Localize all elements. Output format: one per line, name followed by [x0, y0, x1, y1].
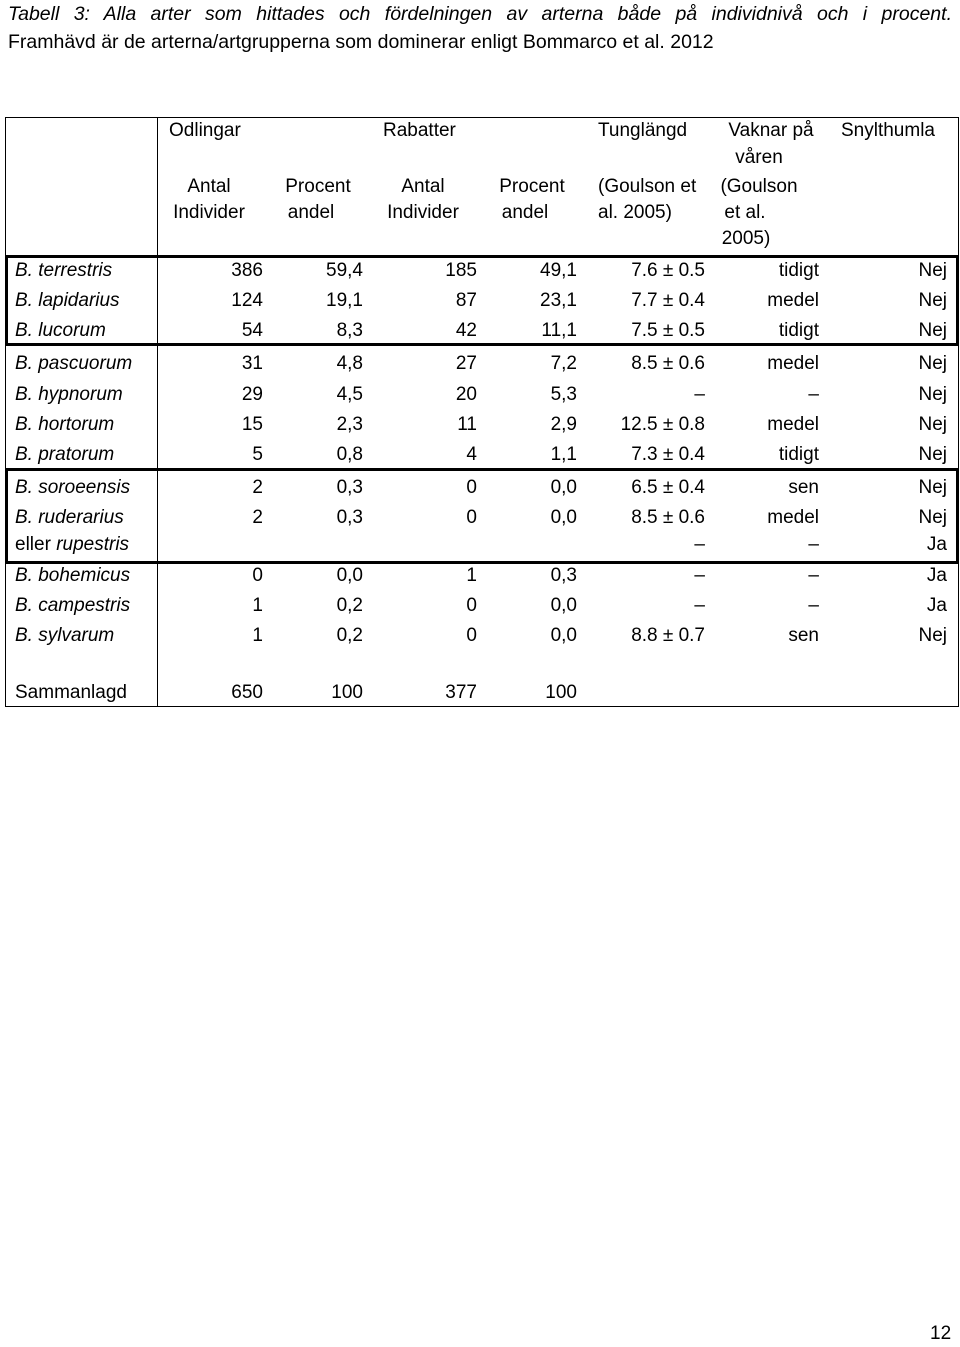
cell-ra-proc: 0,0: [550, 477, 577, 498]
cell-od-antal: 54: [241, 320, 263, 341]
highlight-box-1-left: [5, 255, 8, 346]
cell-vak: tidigt: [778, 260, 819, 281]
cell-od-antal: 0: [252, 565, 263, 586]
cell-ra-antal: 0: [466, 507, 477, 528]
cell-tung: 7.7 ± 0.4: [631, 290, 705, 311]
cell-od-proc: 0,2: [336, 595, 363, 616]
cell-vak: medel: [767, 290, 819, 311]
cell-sny: Nej: [918, 507, 947, 528]
cell-ra-proc: 5,3: [550, 384, 577, 405]
header-vaknar-4: et al.: [724, 202, 766, 223]
species-prefix: eller: [15, 534, 57, 555]
header-tung-src-1: (Goulson et: [598, 176, 697, 197]
cell-tung: –: [694, 534, 705, 555]
cell-od-proc: 0,3: [336, 507, 363, 528]
cell-od-proc: 0,3: [336, 477, 363, 498]
cell-tung: 6.5 ± 0.4: [631, 477, 705, 498]
cell-vak: –: [808, 384, 819, 405]
cell-od-proc: 4,8: [336, 353, 363, 374]
species-name: [15, 412, 114, 438]
cell-od-antal: 15: [241, 414, 263, 435]
species-name: [15, 563, 130, 589]
highlight-box-1-right: [956, 255, 959, 346]
header-vaknar-3: (Goulson: [720, 176, 798, 197]
cell-ra-proc: 1,1: [550, 444, 577, 465]
species-name: [15, 288, 120, 314]
cell-od-proc: 4,5: [336, 384, 363, 405]
cell-od-proc: 19,1: [326, 290, 363, 311]
cell-sny: Nej: [918, 477, 947, 498]
species-name: [15, 623, 114, 649]
cell-ra-antal: 0: [466, 595, 477, 616]
cell-od-proc: 0,8: [336, 444, 363, 465]
species-label: B. bohemicus: [15, 565, 131, 586]
header-vaknar-1: Vaknar på: [728, 120, 814, 141]
species-label: B. terrestris: [15, 260, 113, 281]
species-label: B. sylvarum: [15, 625, 115, 646]
cell-ra-proc: 23,1: [540, 290, 577, 311]
header-tunglangd: Tunglängd: [598, 120, 688, 141]
cell-sny: Nej: [918, 625, 947, 646]
cell-ra-proc: 7,2: [550, 353, 577, 374]
caption-line-2: Framhävd är de arterna/artgrupperna som dominerar enligt Bommarco et al. 2012: [8, 31, 714, 53]
cell-tung: 8.8 ± 0.7: [631, 625, 705, 646]
cell-tung: 8.5 ± 0.6: [631, 507, 705, 528]
cell-ra-antal: 0: [466, 477, 477, 498]
page-number: 12: [930, 1323, 952, 1344]
highlight-box-2-right: [956, 468, 959, 564]
cell-sny: Ja: [926, 595, 947, 616]
cell-od-antal: 386: [231, 260, 263, 281]
species-label: rupestris: [56, 534, 130, 555]
cell-tung: 7.6 ± 0.5: [631, 260, 705, 281]
header-ra-antal-2: Individer: [387, 202, 459, 223]
header-vaknar-2: våren: [735, 147, 783, 168]
species-label: B. ruderarius: [15, 507, 124, 528]
cell-ra-antal: 20: [455, 384, 477, 405]
species-label: B. lucorum: [15, 320, 106, 341]
cell-sny: Ja: [926, 565, 947, 586]
total-od-antal: 650: [231, 682, 263, 703]
header-od-procent-2: andel: [287, 202, 335, 223]
cell-od-antal: 2: [252, 507, 263, 528]
header-ra-procent-1: Procent: [499, 176, 565, 197]
cell-ra-proc: 0,0: [550, 625, 577, 646]
cell-tung: 12.5 ± 0.8: [620, 414, 705, 435]
cell-tung: –: [694, 565, 705, 586]
header-tung-src-2: al. 2005): [598, 202, 672, 223]
cell-od-antal: 1: [252, 625, 263, 646]
species-name: [15, 505, 124, 531]
cell-sny: Nej: [918, 290, 947, 311]
cell-od-proc: 59,4: [326, 260, 363, 281]
cell-od-proc: 8,3: [336, 320, 363, 341]
header-snylthumla: Snylthumla: [841, 120, 935, 141]
cell-tung: 8.5 ± 0.6: [631, 353, 705, 374]
species-name: [15, 532, 129, 558]
species-name: [15, 593, 130, 619]
cell-vak: sen: [788, 625, 819, 646]
cell-vak: medel: [767, 353, 819, 374]
cell-vak: –: [808, 534, 819, 555]
cell-ra-antal: 87: [455, 290, 477, 311]
highlight-box-2-top: [5, 468, 959, 471]
cell-od-antal: 31: [241, 353, 263, 374]
cell-od-proc: 0,0: [336, 565, 363, 586]
cell-sny: Nej: [918, 260, 947, 281]
cell-od-antal: 5: [252, 444, 263, 465]
highlight-box-2-left: [5, 468, 8, 564]
header-rabatter: Rabatter: [383, 120, 456, 141]
cell-sny: Nej: [918, 414, 947, 435]
species-name: [15, 318, 106, 344]
header-od-antal-1: Antal: [187, 176, 231, 197]
table-caption: [8, 0, 952, 56]
species-name: [15, 475, 130, 501]
species-name: [15, 442, 114, 468]
cell-sny: Nej: [918, 384, 947, 405]
cell-vak: tidigt: [778, 444, 819, 465]
cell-ra-proc: 0,0: [550, 595, 577, 616]
cell-ra-antal: 0: [466, 625, 477, 646]
cell-ra-proc: 0,0: [550, 507, 577, 528]
cell-od-proc: 0,2: [336, 625, 363, 646]
cell-vak: medel: [767, 414, 819, 435]
species-table: [5, 117, 959, 707]
species-name: [15, 258, 112, 284]
cell-ra-antal: 27: [455, 353, 477, 374]
header-vaknar-5: 2005): [721, 228, 771, 249]
cell-ra-proc: 49,1: [540, 260, 577, 281]
cell-vak: tidigt: [778, 320, 819, 341]
cell-sny: Ja: [926, 534, 947, 555]
species-name: [15, 382, 123, 408]
species-label: B. lapidarius: [15, 290, 120, 311]
column-divider: [157, 117, 158, 707]
species-label: B. soroeensis: [15, 477, 131, 498]
cell-od-antal: 1: [252, 595, 263, 616]
header-odlingar: Odlingar: [169, 120, 241, 141]
species-name: [15, 351, 132, 377]
total-label: Sammanlagd: [15, 682, 127, 703]
cell-tung: 7.5 ± 0.5: [631, 320, 705, 341]
cell-vak: medel: [767, 507, 819, 528]
cell-ra-proc: 11,1: [541, 320, 577, 341]
caption-line-1: Tabell 3: Alla arter som hittades och fördelningen av arterna både på individnivå och i procent.: [8, 3, 952, 25]
species-label: B. pratorum: [15, 444, 115, 465]
cell-sny: Nej: [918, 353, 947, 374]
cell-ra-antal: 42: [455, 320, 477, 341]
cell-ra-antal: 4: [466, 444, 477, 465]
species-label: B. pascuorum: [15, 353, 133, 374]
header-ra-procent-2: andel: [501, 202, 549, 223]
cell-tung: 7.3 ± 0.4: [631, 444, 705, 465]
cell-ra-antal: 1: [466, 565, 477, 586]
header-od-procent-1: Procent: [285, 176, 351, 197]
species-label: B. hortorum: [15, 414, 115, 435]
total-ra-antal: 377: [445, 682, 477, 703]
cell-vak: –: [808, 595, 819, 616]
cell-ra-antal: 185: [445, 260, 477, 281]
cell-vak: sen: [788, 477, 819, 498]
header-od-antal-2: Individer: [173, 202, 245, 223]
cell-od-antal: 2: [252, 477, 263, 498]
cell-od-antal: 29: [241, 384, 263, 405]
cell-ra-proc: 2,9: [550, 414, 577, 435]
species-label: B. hypnorum: [15, 384, 123, 405]
cell-tung: –: [694, 595, 705, 616]
cell-tung: –: [694, 384, 705, 405]
total-ra-proc: 100: [545, 682, 577, 703]
cell-sny: Nej: [918, 444, 947, 465]
species-label: B. campestris: [15, 595, 131, 616]
cell-od-antal: 124: [231, 290, 263, 311]
cell-vak: –: [808, 565, 819, 586]
cell-ra-antal: 11: [457, 414, 477, 435]
cell-od-proc: 2,3: [336, 414, 363, 435]
cell-sny: Nej: [918, 320, 947, 341]
cell-ra-proc: 0,3: [550, 565, 577, 586]
header-ra-antal-1: Antal: [401, 176, 445, 197]
total-od-proc: 100: [331, 682, 363, 703]
